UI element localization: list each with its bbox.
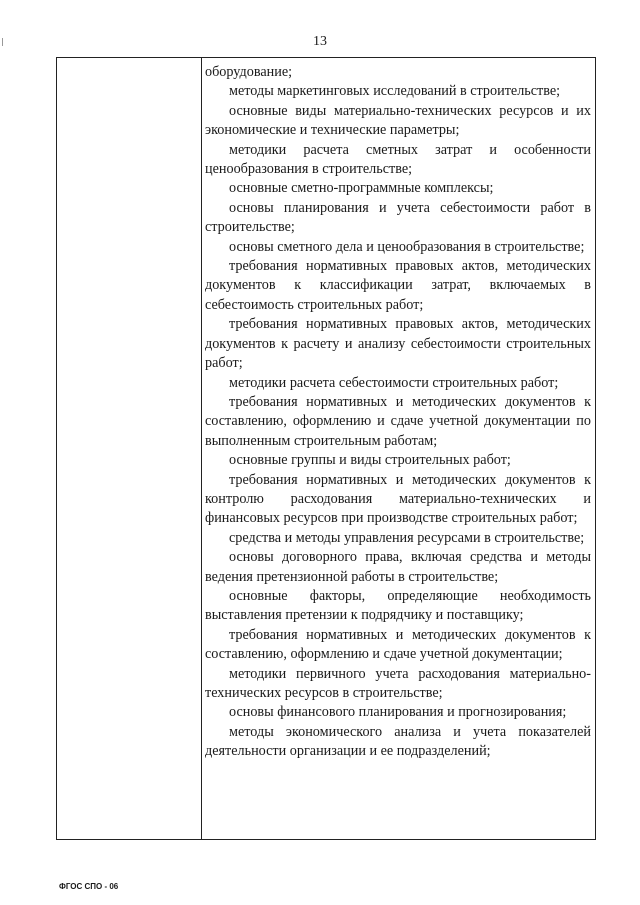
list-item: основные группы и виды строительных работ;	[229, 452, 511, 469]
list-item: требования нормативных правовых актов, методических документов к классификации затрат, включаемых в себестоимость строительных работ;	[205, 258, 591, 313]
list-item: методы экономического анализа и учета показателей деятельности организации и ее подразделений;	[205, 723, 591, 760]
column-divider	[201, 58, 202, 839]
list-item: методики первичного учета расходования материально-технических ресурсов в строительстве;	[205, 665, 591, 701]
list-item: основные факторы, определяющие необходимость выставления претензии к подрядчику и поставщику;	[205, 587, 591, 624]
list-item: требования нормативных и методических документов к контролю расходования материально-технических и финансовых ресурсов при производстве строительных работ;	[205, 471, 591, 527]
list-item: методики расчета сметных затрат и особенности ценообразования в строительстве;	[205, 141, 591, 178]
list-item: требования нормативных правовых актов, методических документов к расчету и анализу себестоимости строительных работ;	[205, 316, 591, 372]
list-item: оборудование;	[205, 64, 293, 80]
list-item: основы планирования и учета себестоимости работ в строительстве;	[205, 199, 591, 236]
content-table	[56, 57, 596, 840]
list-item: средства и методы управления ресурсами в строительстве;	[229, 529, 585, 546]
list-item: основы финансового планирования и прогнозирования;	[229, 704, 567, 721]
list-item: основы сметного дела и ценообразования в строительстве;	[229, 238, 585, 255]
list-item: основные виды материально-технических ресурсов и их экономические и технические параметры;	[205, 102, 591, 139]
list-item: методы маркетинговых исследований в строительстве;	[229, 83, 561, 100]
requirements-cell	[205, 63, 591, 762]
list-item: требования нормативных и методических документов к составлению, оформлению и сдаче учетной документации по выполненным строительным работам;	[205, 393, 591, 449]
list-item: основы договорного права, включая средства и методы ведения претензионной работы в строительстве;	[205, 549, 591, 585]
list-item: требования нормативных и методических документов к составлению, оформлению и сдаче учетной документации;	[205, 626, 591, 663]
list-item: методики расчета себестоимости строительных работ;	[229, 374, 559, 391]
page-number: 13	[313, 34, 327, 49]
list-item: основные сметно-программные комплексы;	[229, 180, 494, 197]
footer-code: ФГОС СПО - 06	[59, 882, 119, 891]
